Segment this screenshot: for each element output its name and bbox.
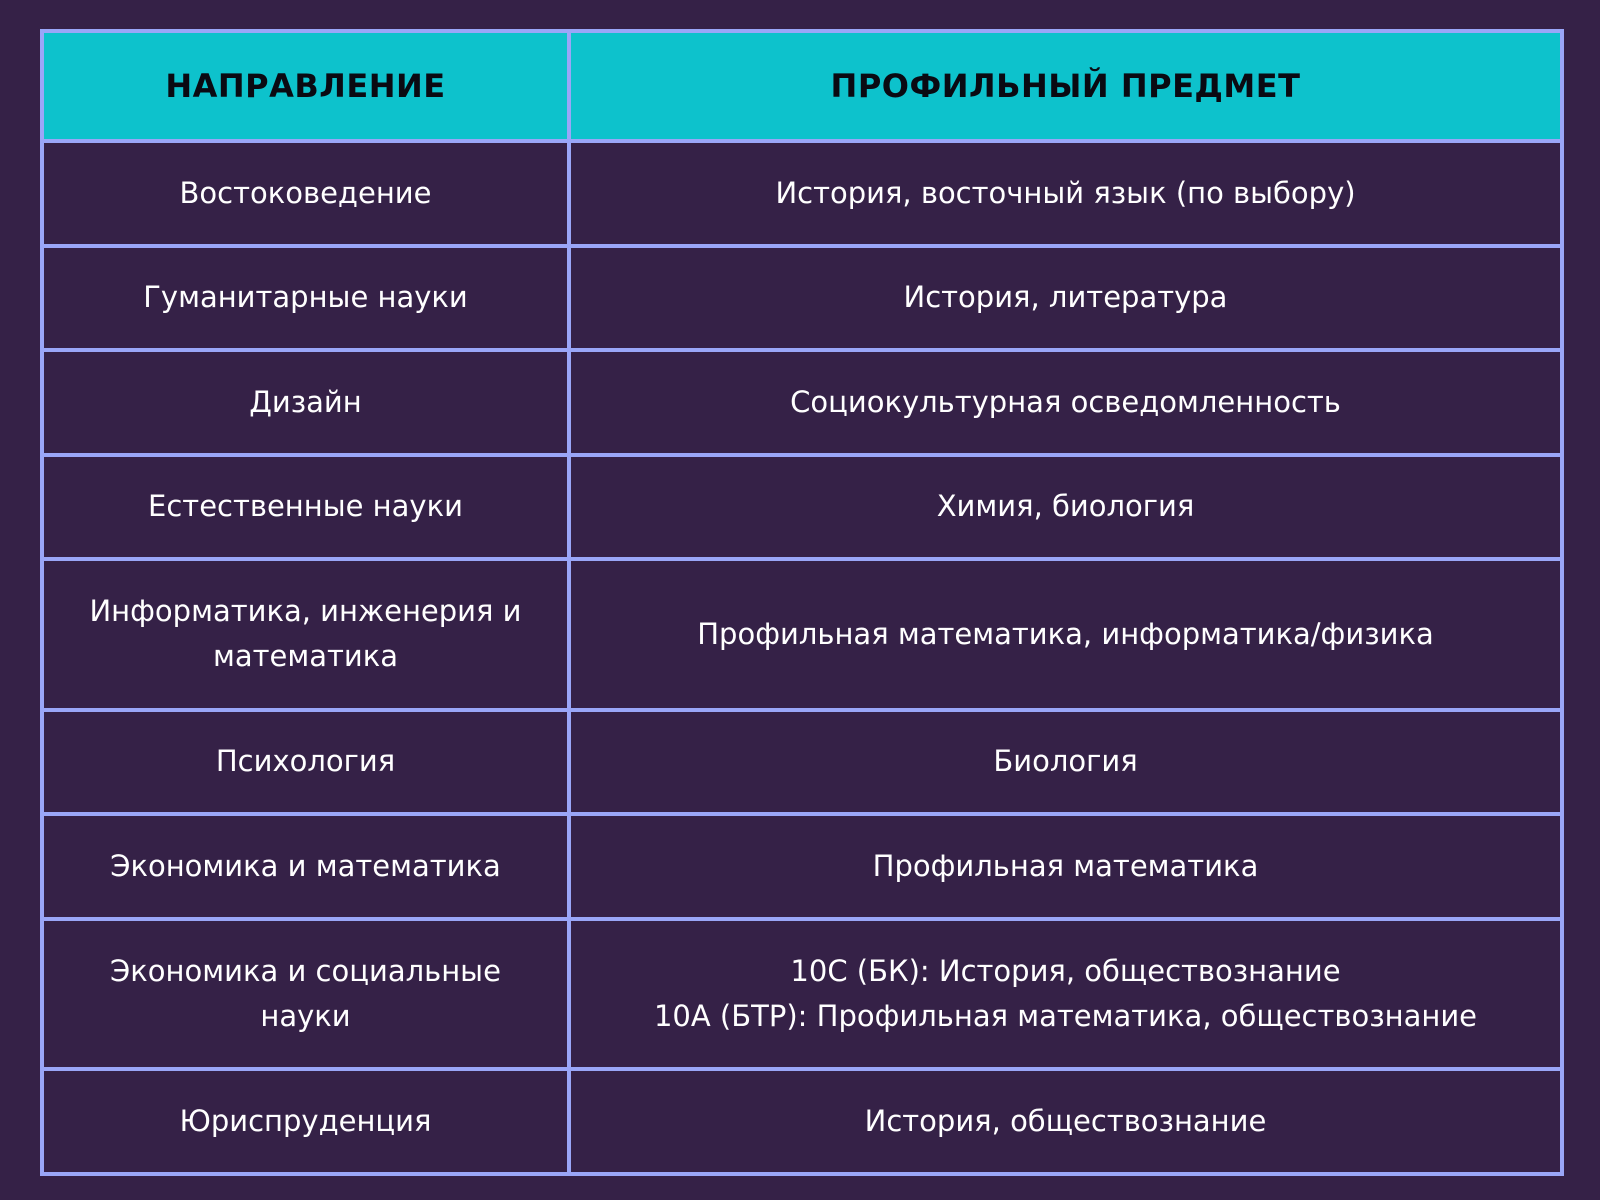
directions-table-container	[40, 29, 1560, 1176]
table-row	[42, 814, 1562, 919]
direction-cell: Гуманитарные науки	[42, 246, 569, 351]
direction-cell: Экономика и социальные науки	[42, 919, 569, 1070]
direction-cell: Дизайн	[42, 350, 569, 455]
direction-cell: Информатика, инженерия и математика	[42, 559, 569, 710]
subject-cell: История, литература	[569, 246, 1562, 351]
subject-line-10c: 10С (БК): История, обществознание	[790, 954, 1341, 989]
subject-cell: Химия, биология	[569, 455, 1562, 560]
table-row	[42, 919, 1562, 1070]
subject-cell: Биология	[569, 710, 1562, 815]
direction-cell: Психология	[42, 710, 569, 815]
table-header-row	[42, 31, 1562, 141]
table-row	[42, 559, 1562, 710]
table-row	[42, 246, 1562, 351]
header-direction: НАПРАВЛЕНИЕ	[42, 31, 569, 141]
direction-cell: Экономика и математика	[42, 814, 569, 919]
subject-cell: Профильная математика, информатика/физика	[569, 559, 1562, 710]
direction-cell: Естественные науки	[42, 455, 569, 560]
direction-cell: Юриспруденция	[42, 1069, 569, 1174]
subject-line-10a: 10А (БТР): Профильная математика, обществознание	[653, 999, 1478, 1034]
subject-cell: Профильная математика	[569, 814, 1562, 919]
direction-cell: Востоковедение	[42, 141, 569, 246]
table-row	[42, 1069, 1562, 1174]
subject-cell: История, обществознание	[569, 1069, 1562, 1174]
table-row	[42, 141, 1562, 246]
header-profile-subject: ПРОФИЛЬНЫЙ ПРЕДМЕТ	[569, 31, 1562, 141]
subject-cell: История, восточный язык (по выбору)	[569, 141, 1562, 246]
subject-cell	[569, 919, 1562, 1070]
table-row	[42, 350, 1562, 455]
table-row	[42, 455, 1562, 560]
subject-cell: Социокультурная осведомленность	[569, 350, 1562, 455]
directions-table	[40, 29, 1564, 1176]
table-row	[42, 710, 1562, 815]
